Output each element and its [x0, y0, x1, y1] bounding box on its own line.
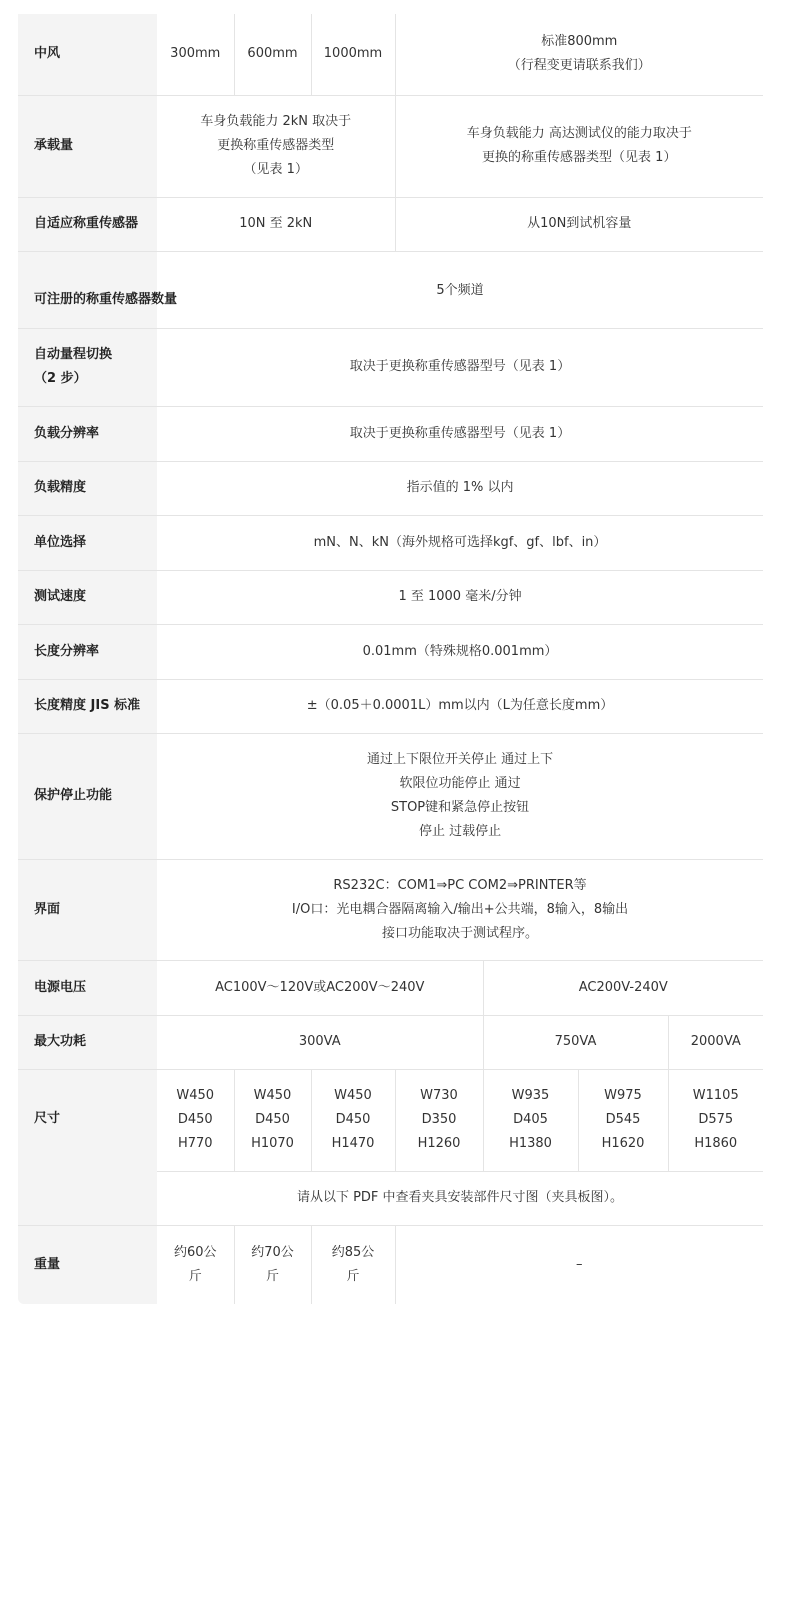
- cell-line: H770: [177, 1136, 213, 1151]
- cell-line: W450: [334, 1088, 372, 1103]
- cell-line: W935: [511, 1088, 550, 1103]
- cell-weight-3: [311, 1225, 395, 1304]
- cell-units: mN、N、kN（海外规格可选择kgf、gf、lbf、in）: [157, 515, 763, 570]
- cell-line: 接口功能取决于测试程序。: [382, 925, 539, 941]
- row-weight: [18, 1225, 763, 1304]
- cell-line: （见表 1）: [243, 162, 308, 177]
- cell-line: 停止 过载停止: [418, 824, 502, 839]
- row-size: [18, 1069, 763, 1171]
- row-load-accuracy: [18, 461, 763, 515]
- cell-line: 通过上下限位开关停止 通过上下: [366, 752, 554, 767]
- cell-power-right: AC200V-240V: [483, 960, 763, 1015]
- row-label: 电源电压: [18, 960, 157, 1015]
- row-stroke: [18, 14, 763, 95]
- row-label: 自适应称重传感器: [18, 197, 157, 251]
- label-line: （2 步）: [34, 371, 87, 386]
- cell-line: W975: [604, 1088, 642, 1103]
- row-label: 长度分辨率: [18, 624, 157, 679]
- cell-power-left: AC100V～120V或AC200V～240V: [157, 960, 483, 1015]
- cell-line: H1260: [417, 1136, 461, 1151]
- cell-line: W450: [253, 1088, 292, 1103]
- cell-line: D350: [421, 1112, 457, 1127]
- row-load-resolution: [18, 406, 763, 461]
- row-autorange: [18, 328, 763, 406]
- cell-line: H1620: [601, 1136, 645, 1151]
- cell-line: W730: [420, 1088, 458, 1103]
- row-label: 界面: [18, 859, 157, 960]
- cell-stroke-1000: 1000mm: [311, 14, 395, 95]
- cell-line: D545: [605, 1112, 641, 1127]
- row-label: 长度精度 JIS 标准: [18, 679, 157, 733]
- cell-sensor-right: 从10N到试机容量: [395, 197, 763, 251]
- size-pdf-note: 请从以下 PDF 中查看夹具安装部件尺寸图（夹具板图）。: [157, 1171, 763, 1225]
- cell-size: [234, 1069, 311, 1171]
- row-label: 负载精度: [18, 461, 157, 515]
- cell-load-resolution: 取决于更换称重传感器型号（见表 1）: [157, 406, 763, 461]
- row-label: 负载分辨率: [18, 406, 157, 461]
- cell-stroke-600: 600mm: [234, 14, 311, 95]
- cell-interface: [157, 859, 763, 960]
- cell-speed: 1 至 1000 毫米/分钟: [157, 570, 763, 624]
- cell-capacity-left: [157, 95, 395, 197]
- cell-size: [311, 1069, 395, 1171]
- cell-line: D575: [698, 1112, 734, 1127]
- row-label: 保护停止功能: [18, 733, 157, 859]
- spec-table-container: [18, 14, 763, 1304]
- cell-line: H1070: [251, 1136, 294, 1151]
- cell-line: 约70公: [251, 1244, 294, 1260]
- row-interface: [18, 859, 763, 960]
- cell-line: W450: [176, 1088, 215, 1103]
- row-channels: [18, 251, 763, 328]
- cell-weight-1: [157, 1225, 234, 1304]
- row-label: 最大功耗: [18, 1015, 157, 1069]
- cell-consumption-c: 2000VA: [668, 1015, 763, 1069]
- cell-line: 斤: [346, 1268, 360, 1284]
- cell-line: H1380: [509, 1136, 552, 1151]
- row-units: [18, 515, 763, 570]
- row-label: 重量: [18, 1225, 157, 1304]
- row-label: [18, 328, 157, 406]
- row-length-resolution: [18, 624, 763, 679]
- row-length-accuracy: [18, 679, 763, 733]
- cell-size: [578, 1069, 668, 1171]
- cell-line: （行程变更请联系我们）: [507, 58, 651, 74]
- cell-line: 软限位功能停止 通过: [399, 776, 521, 791]
- cell-size: [668, 1069, 763, 1171]
- row-capacity: [18, 95, 763, 197]
- cell-line: 更换的称重传感器类型（见表 1）: [482, 150, 677, 165]
- row-label: 单位选择: [18, 515, 157, 570]
- cell-stroke-standard: [395, 14, 763, 95]
- row-label: 尺寸: [18, 1069, 157, 1225]
- cell-line: 斤: [188, 1268, 202, 1284]
- cell-line: H1860: [694, 1136, 738, 1151]
- row-label: 可注册的称重传感器数量: [18, 251, 157, 328]
- cell-line: D405: [513, 1112, 548, 1127]
- cell-consumption-a: 300VA: [157, 1015, 483, 1069]
- cell-line: STOP键和紧急停止按钮: [390, 800, 530, 815]
- spec-table: [18, 14, 763, 1304]
- cell-line: RS232C：COM1⇒PC COM2⇒PRINTER等: [333, 877, 587, 893]
- row-sensor: [18, 197, 763, 251]
- cell-line: H1470: [331, 1136, 375, 1151]
- row-consumption: [18, 1015, 763, 1069]
- cell-weight-2: [234, 1225, 311, 1304]
- cell-size: [483, 1069, 578, 1171]
- cell-consumption-b: 750VA: [483, 1015, 668, 1069]
- cell-line: 斤: [265, 1268, 279, 1284]
- row-label: 承载量: [18, 95, 157, 197]
- cell-capacity-right: [395, 95, 763, 197]
- cell-size: [157, 1069, 234, 1171]
- cell-line: 约60公: [173, 1244, 217, 1260]
- cell-line: D450: [177, 1112, 213, 1127]
- cell-line: I/O口：光电耦合器隔离输入/输出+公共端，8输入，8输出: [291, 901, 629, 917]
- cell-line: 约85公: [331, 1244, 375, 1260]
- row-label: 测试速度: [18, 570, 157, 624]
- row-protection: [18, 733, 763, 859]
- cell-weight-rest: –: [395, 1225, 763, 1304]
- cell-line: D450: [255, 1112, 290, 1127]
- row-power: [18, 960, 763, 1015]
- cell-autorange: 取决于更换称重传感器型号（见表 1）: [157, 328, 763, 406]
- row-speed: [18, 570, 763, 624]
- cell-channels: 5个频道: [157, 251, 763, 328]
- cell-line: 更换称重传感器类型: [217, 138, 335, 153]
- cell-line: 车身负载能力 高达测试仪的能力取决于: [466, 126, 692, 141]
- row-label: 中风: [18, 14, 157, 95]
- cell-length-resolution: 0.01mm（特殊规格0.001mm）: [157, 624, 763, 679]
- cell-stroke-300: 300mm: [157, 14, 234, 95]
- cell-line: W1105: [692, 1088, 739, 1103]
- cell-line: D450: [335, 1112, 371, 1127]
- label-line: 自动量程切换: [34, 347, 113, 362]
- cell-load-accuracy: 指示值的 1% 以内: [157, 461, 763, 515]
- cell-size: [395, 1069, 483, 1171]
- cell-line: 标准800mm: [541, 34, 618, 50]
- cell-line: 车身负载能力 2kN 取决于: [200, 114, 352, 129]
- cell-length-accuracy: ±（0.05＋0.0001L）mm以内（L为任意长度mm）: [157, 679, 763, 733]
- cell-protection: [157, 733, 763, 859]
- cell-sensor-left: 10N 至 2kN: [157, 197, 395, 251]
